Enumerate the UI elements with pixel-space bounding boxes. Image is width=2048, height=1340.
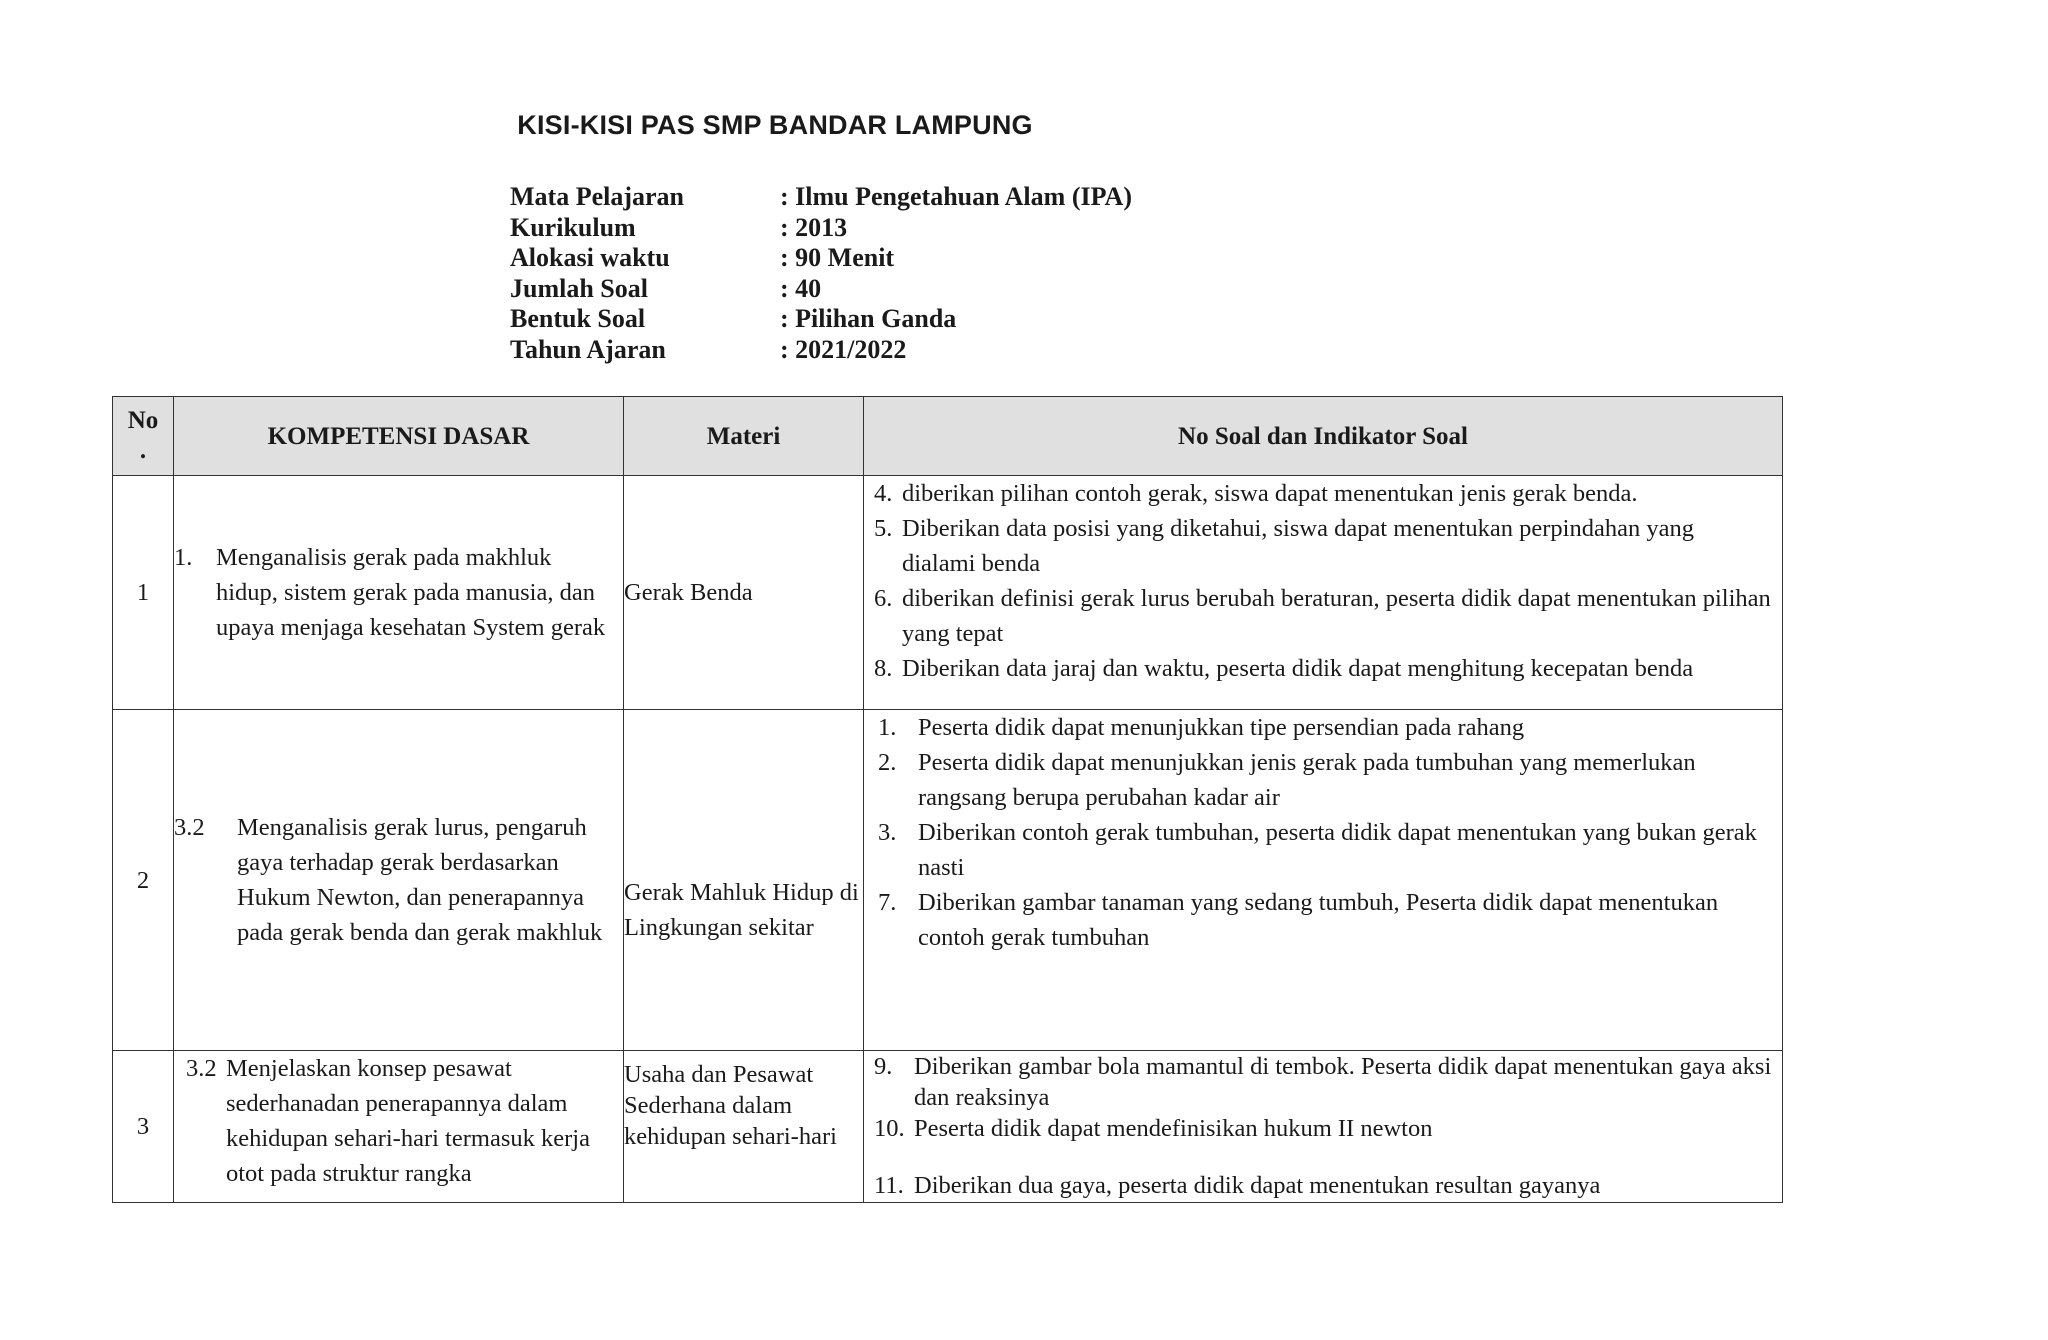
indikator-number: 10. (874, 1115, 905, 1142)
meta-value: : 40 (780, 274, 821, 305)
row-number: 1 (113, 476, 174, 710)
table-row (113, 476, 1783, 710)
indikator-number: 6. (874, 585, 893, 612)
materi-cell: Gerak Mahluk Hidup di Lingkungan sekitar (624, 710, 864, 1051)
indikator-cell (864, 476, 1783, 710)
indikator-list (864, 1051, 1782, 1201)
indikator-item (874, 581, 1772, 651)
spacer (874, 1144, 1772, 1170)
header-no-line2: . (139, 437, 147, 464)
indikator-text: Diberikan gambar tanaman yang sedang tumbuh, Peserta didik dapat menentukan contoh gerak tumbuhan (918, 889, 1719, 951)
indikator-text: Peserta didik dapat menunjukkan tipe persendian pada rahang (918, 714, 1525, 741)
kompetensi-number: 1. (174, 544, 193, 571)
header-indikator: No Soal dan Indikator Soal (864, 397, 1783, 476)
table-header-row (113, 397, 1783, 476)
kompetensi-text: Menganalisis gerak lurus, pengaruh gaya terhadap gerak berdasarkan Hukum Newton, dan penerapannya pada gerak benda dan gerak makhluk (237, 814, 603, 946)
kompetensi-cell (174, 1051, 624, 1203)
meta-label: Kurikulum (510, 212, 636, 242)
indikator-item (874, 651, 1772, 686)
materi-cell: Usaha dan Pesawat Sederhana dalam kehidupan sehari-hari (624, 1051, 864, 1203)
kompetensi-text: Menganalisis gerak pada makhluk hidup, sistem gerak pada manusia, dan upaya menjaga kesehatan System gerak (216, 544, 606, 641)
indikator-text: Diberikan dua gaya, peserta didik dapat menentukan resultan gayanya (914, 1172, 1601, 1199)
meta-row-question-count (510, 274, 1132, 305)
indikator-number: 11. (874, 1172, 904, 1199)
indikator-item (874, 476, 1772, 511)
kompetensi-item (174, 540, 623, 645)
indikator-number: 2. (878, 749, 897, 776)
indikator-cell (864, 710, 1783, 1051)
indikator-text: Diberikan gambar bola mamantul di tembok. Peserta didik dapat menentukan gaya aksi dan reaksinya (914, 1053, 1772, 1111)
meta-label: Alokasi waktu (510, 243, 670, 273)
header-no (113, 397, 174, 476)
kompetensi-item (174, 810, 623, 950)
indikator-item (878, 745, 1772, 815)
meta-value: : Ilmu Pengetahuan Alam (IPA) (780, 182, 1132, 213)
meta-label: Tahun Ajaran (510, 334, 666, 364)
indikator-item (874, 1113, 1772, 1144)
indikator-number: 7. (878, 889, 897, 916)
indikator-number: 1. (878, 714, 897, 741)
indikator-number: 5. (874, 515, 893, 542)
indikator-list (864, 710, 1782, 955)
meta-label: Bentuk Soal (510, 304, 646, 334)
indikator-item (878, 885, 1772, 955)
indikator-text: diberikan pilihan contoh gerak, siswa dapat menentukan jenis gerak benda. (902, 480, 1638, 507)
indikator-item (874, 1170, 1772, 1201)
indikator-number: 9. (874, 1053, 893, 1080)
indikator-item (874, 1051, 1772, 1113)
indikator-text: Diberikan data posisi yang diketahui, siswa dapat menentukan perpindahan yang dialami benda (902, 515, 1694, 577)
row-number: 2 (113, 710, 174, 1051)
kompetensi-text: Menjelaskan konsep pesawat sederhanadan penerapannya dalam kehidupan sehari-hari termasuk kerja otot pada struktur rangka (226, 1055, 590, 1187)
indikator-text: Peserta didik dapat mendefinisikan hukum II newton (914, 1115, 1433, 1142)
document-title: KISI-KISI PAS SMP BANDAR LAMPUNG (517, 110, 1033, 140)
indikator-number: 4. (874, 480, 893, 507)
kisi-kisi-table (112, 396, 1783, 1203)
indikator-text: Diberikan data jaraj dan waktu, peserta didik dapat menghitung kecepatan benda (902, 655, 1694, 682)
indikator-number: 8. (874, 655, 893, 682)
indikator-cell (864, 1051, 1783, 1203)
meta-label: Mata Pelajaran (510, 182, 685, 211)
materi-cell: Gerak Benda (624, 476, 864, 710)
kompetensi-number: 3.2 (174, 814, 205, 841)
meta-value: : 2021/2022 (780, 335, 906, 366)
meta-value: : 2013 (780, 213, 847, 244)
meta-row-question-type (510, 304, 1132, 335)
table-row (113, 1051, 1783, 1203)
kompetensi-cell (174, 476, 624, 710)
meta-row-curriculum (510, 213, 1132, 244)
header-materi: Materi (624, 397, 864, 476)
kompetensi-number: 3.2 (186, 1055, 217, 1082)
indikator-item (878, 815, 1772, 885)
table-row (113, 710, 1783, 1051)
header-no-line1: No (127, 407, 159, 434)
indikator-number: 3. (878, 819, 897, 846)
kompetensi-item (174, 1051, 623, 1191)
indikator-list (864, 476, 1782, 686)
meta-row-time (510, 243, 1132, 274)
indikator-text: Peserta didik dapat menunjukkan jenis gerak pada tumbuhan yang memerlukan rangsang berupa perubahan kadar air (918, 749, 1696, 811)
meta-row-subject (510, 182, 1132, 213)
indikator-text: Diberikan contoh gerak tumbuhan, peserta didik dapat menentukan yang bukan gerak nasti (918, 819, 1757, 881)
kompetensi-cell (174, 710, 624, 1051)
indikator-item (874, 511, 1772, 581)
row-number: 3 (113, 1051, 174, 1203)
meta-value: : 90 Menit (780, 243, 894, 274)
meta-label: Jumlah Soal (510, 273, 648, 303)
header-kompetensi: KOMPETENSI DASAR (174, 397, 624, 476)
indikator-text: diberikan definisi gerak lurus berubah beraturan, peserta didik dapat menentukan pilihan yang tepat (902, 585, 1771, 647)
document-meta (510, 182, 1132, 366)
indikator-item (878, 710, 1772, 745)
meta-row-academic-year (510, 335, 1132, 366)
meta-value: : Pilihan Ganda (780, 304, 956, 335)
